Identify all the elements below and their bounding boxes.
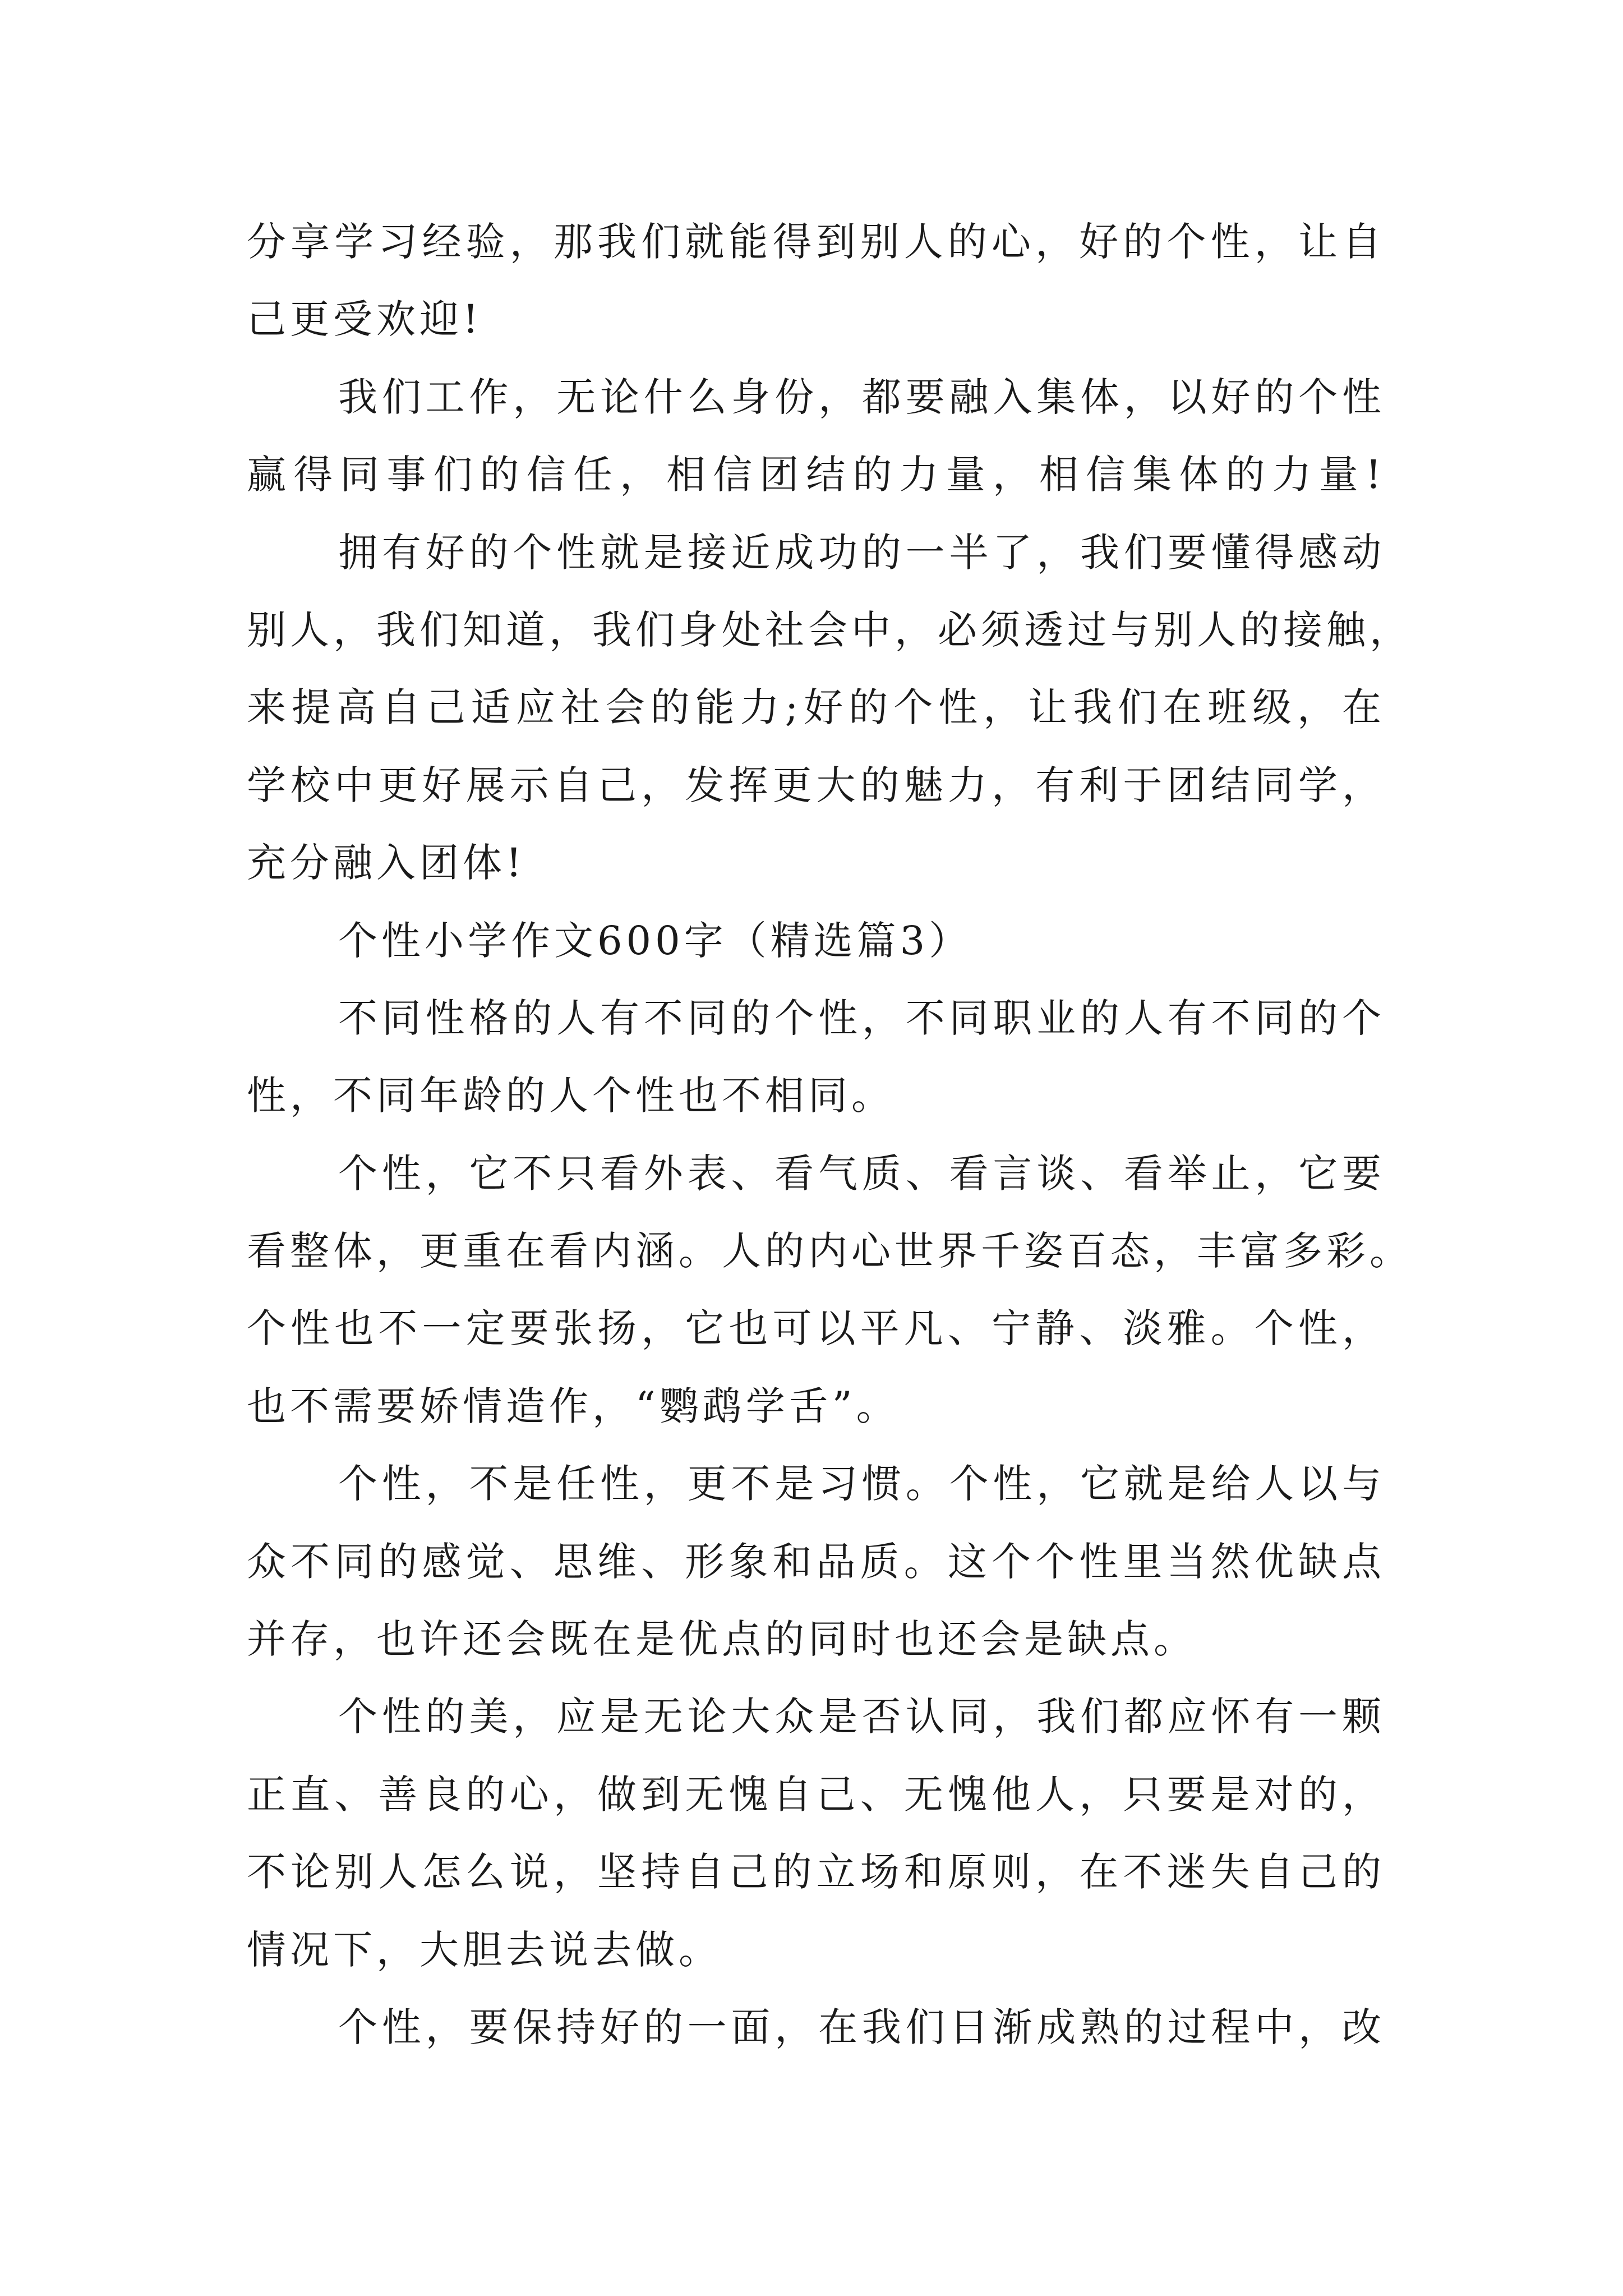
text-line: 个性，要保持好的一面，在我们日渐成熟的过程中，改 — [338, 2004, 1385, 2050]
text-line: 个性的美，应是无论大众是否认同，我们都应怀有一颗 — [338, 1694, 1385, 1740]
text-line: 赢得同事们的信任，相信团结的力量，相信集体的力量! — [247, 452, 1385, 498]
text-line: 分享学习经验，那我们就能得到别人的心，好的个性，让自 — [247, 219, 1385, 265]
text-line: 众不同的感觉、思维、形象和品质。这个个性里当然优缺点 — [247, 1538, 1385, 1585]
document-body — [247, 203, 1413, 2066]
text-line: 个性，不是任性，更不是习惯。个性，它就是给人以与 — [338, 1461, 1385, 1507]
text-line: 个性，它不只看外表、看气质、看言谈、看举止，它要 — [338, 1150, 1385, 1197]
text-line: 别人，我们知道，我们身处社会中，必须透过与别人的接触， — [247, 606, 1413, 653]
text-line: 看整体，更重在看内涵。人的内心世界千姿百态，丰富多彩。 — [247, 1228, 1413, 1274]
text-line: 来提高自己适应社会的能力;好的个性，让我们在班级，在 — [247, 684, 1385, 731]
text-line: 不同性格的人有不同的个性，不同职业的人有不同的个 — [338, 995, 1385, 1041]
text-line: 学校中更好展示自己，发挥更大的魅力，有利于团结同学， — [247, 762, 1385, 808]
text-line: 个性也不一定要张扬，它也可以平凡、宁静、淡雅。个性， — [247, 1305, 1385, 1352]
text-line: 并存，也许还会既在是优点的同时也还会是缺点。 — [247, 1616, 1197, 1663]
text-line: 也不需要娇情造作，“鹦鹉学舌”。 — [247, 1383, 900, 1429]
text-line: 不论别人怎么说，坚持自己的立场和原则，在不迷失自己的 — [247, 1849, 1385, 1895]
text-line: 我们工作，无论什么身份，都要融入集体，以好的个性 — [338, 374, 1385, 420]
section-heading: 个性小学作文600字（精选篇3） — [338, 917, 972, 964]
text-line: 性，不同年龄的人个性也不相同。 — [247, 1073, 895, 1119]
text-line: 情况下，大胆去说去做。 — [247, 1926, 722, 1973]
text-line: 充分融入团体! — [247, 840, 526, 886]
text-line: 拥有好的个性就是接近成功的一半了，我们要懂得感动 — [338, 529, 1385, 576]
text-line: 己更受欢迎! — [247, 296, 483, 343]
text-line: 正直、善良的心，做到无愧自己、无愧他人，只要是对的， — [247, 1771, 1385, 1818]
